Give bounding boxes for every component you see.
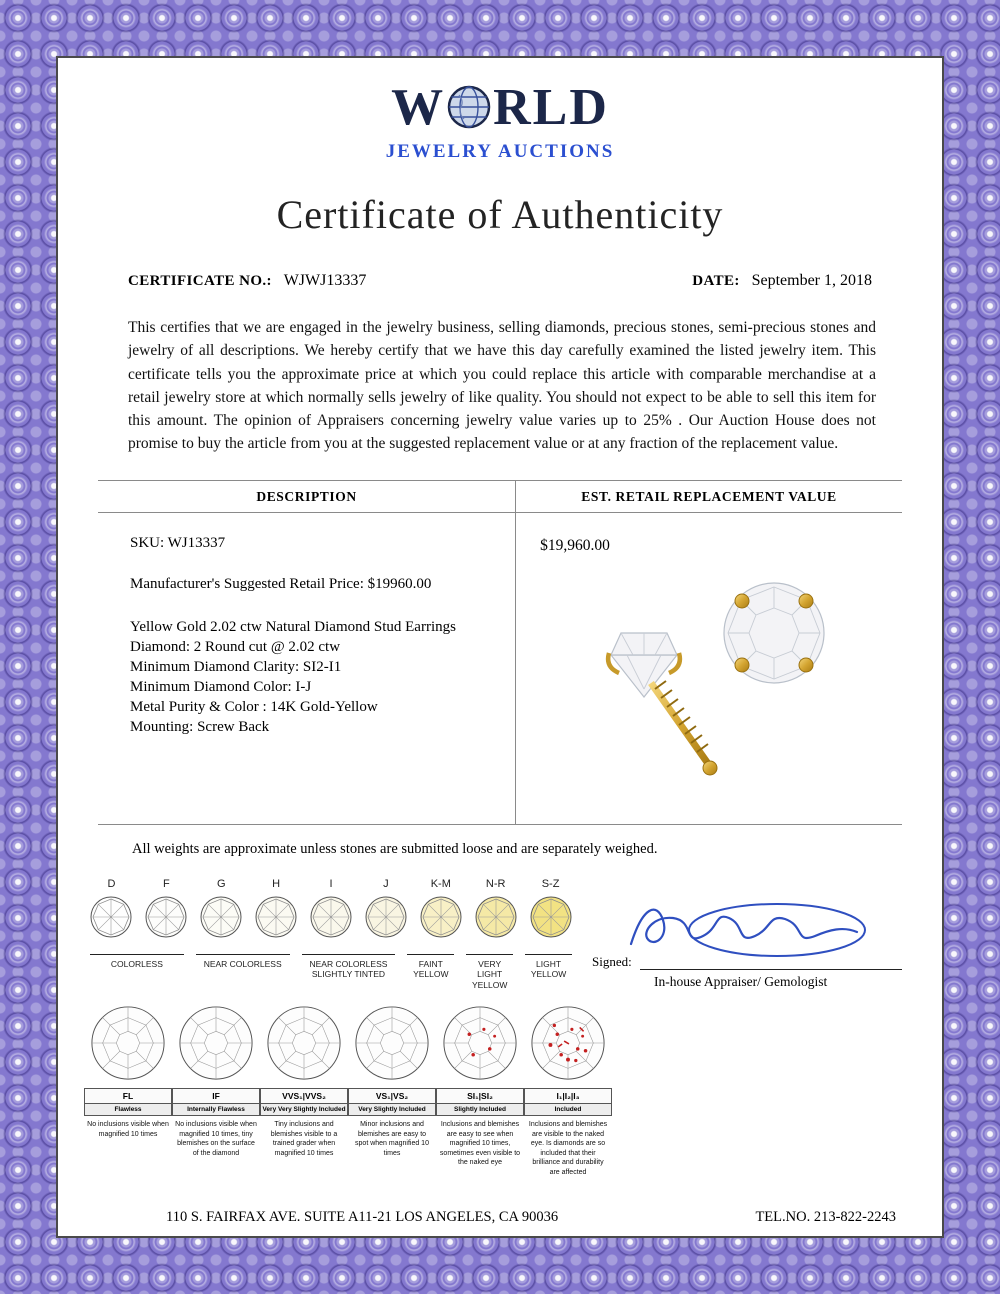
color-group [190, 954, 296, 991]
signature-line [640, 960, 902, 970]
description-line: Metal Purity & Color : 14K Gold-Yellow [130, 698, 378, 715]
diamond-clarity-icon [529, 1004, 607, 1082]
diamond-color-icon [419, 895, 463, 939]
color-grade-label: S-Z [541, 877, 560, 890]
footer-address: 110 S. FAIRFAX AVE. SUITE A11-21 LOS ANGELES, CA 90036 [166, 1209, 559, 1225]
color-group-row [84, 954, 578, 991]
clarity-name: Slightly Included [436, 1104, 524, 1116]
diamond-clarity-icon [265, 1004, 343, 1082]
description-line: Manufacturer's Suggested Retail Price: $19960.00 [130, 575, 432, 592]
logo-subtitle: JEWELRY AUCTIONS [385, 141, 615, 162]
diamond-clarity-icon [89, 1004, 167, 1082]
clarity-column [84, 1004, 172, 1181]
logo-letters-rld: RLD [493, 79, 609, 136]
color-grade-column [84, 878, 139, 944]
signature-block [592, 882, 902, 991]
color-group-label: LIGHT YELLOW [525, 954, 572, 980]
color-grade-row [84, 878, 578, 944]
signature-line-row [592, 954, 902, 970]
description-line: SKU: WJ13337 [130, 534, 226, 551]
logo-letter-w: W [391, 79, 446, 136]
diamond-clarity-icon [177, 1004, 255, 1082]
left-earring [608, 633, 717, 775]
right-earring [724, 583, 824, 683]
description-header: DESCRIPTION [98, 481, 515, 513]
signed-label: Signed: [592, 954, 632, 970]
globe-icon [447, 85, 491, 139]
logo-word [58, 79, 942, 139]
clarity-grade: I₁|I₂|I₃ [524, 1088, 612, 1104]
description-line: Diamond: 2 Round cut @ 2.02 ctw [130, 638, 341, 655]
footer [58, 1209, 942, 1236]
diamond-color-icon [474, 895, 518, 939]
date-label: DATE: [692, 273, 740, 289]
color-grade-column [249, 878, 304, 944]
charts-row [84, 878, 902, 991]
color-grade-column [468, 878, 523, 944]
earrings-image [559, 559, 859, 796]
clarity-grade: VS₁|VS₂ [348, 1088, 436, 1104]
clarity-grade: VVS₁|VVS₂ [260, 1088, 348, 1104]
description-column [98, 481, 516, 824]
diamond-clarity-icon [353, 1004, 431, 1082]
color-grade-label: K-M [430, 877, 451, 890]
certificate-number [128, 272, 366, 290]
footer-phone: TEL.NO. 213-822-2243 [755, 1209, 896, 1225]
color-grade-label: F [162, 877, 170, 890]
clarity-description: No inclusions visible when magnified 10 times [87, 1121, 169, 1138]
certification-text: This certifies that we are engaged in the jewelry business, selling diamonds, precious stones, semi-precious stones and jewelry of all descriptions. We hereby certify that we have this day carefully examined the listed jewelry item. This certificate tells you the approximate price at which you could replace this article with comparable merchandise at a retail jewelry store at which normally sells jewelry of like quality. You should not expect to be able to sell this item for this amount. The opinion of Appraisers concerning jewelry value varies up to 25% . Our Auction House does not promise to buy the article from you at the suggested replacement value or at any fraction of the replacement value. [128, 319, 876, 453]
diamond-color-icon [529, 895, 573, 939]
certificate-number-label: CERTIFICATE NO.: [128, 273, 272, 289]
value-column [516, 481, 902, 824]
clarity-name: Very Slightly Included [348, 1104, 436, 1116]
color-grade-column [304, 878, 359, 944]
color-group-label: NEAR COLORLESS SLIGHTLY TINTED [302, 954, 396, 980]
clarity-description: Tiny inclusions and blemishes visible to a trained grader when magnified 10 times [270, 1121, 338, 1157]
color-grade-label: I [329, 877, 333, 890]
color-group [460, 954, 519, 991]
color-grade-label: J [383, 877, 389, 890]
color-group [84, 954, 190, 991]
description-table [98, 480, 902, 825]
diamond-color-icon [309, 895, 353, 939]
color-grade-column [523, 878, 578, 944]
color-grade-column [194, 878, 249, 944]
color-group-label: FAINT YELLOW [407, 954, 454, 980]
color-grade-label: N-R [485, 877, 506, 890]
date-value: September 1, 2018 [751, 272, 872, 289]
color-group-label: NEAR COLORLESS [196, 954, 290, 970]
clarity-name: Included [524, 1104, 612, 1116]
clarity-description: Minor inclusions and blemishes are easy to spot when magnified 10 times [355, 1121, 429, 1157]
value-header: EST. RETAIL REPLACEMENT VALUE [516, 481, 902, 513]
description-line: Minimum Diamond Clarity: SI2-I1 [130, 658, 342, 675]
color-grade-column [413, 878, 468, 944]
color-group [519, 954, 578, 991]
diamond-clarity-chart [84, 1004, 612, 1181]
certificate-meta [128, 272, 872, 290]
color-grade-label: H [272, 877, 281, 890]
color-grade-column [139, 878, 194, 944]
color-group-label: VERY LIGHT YELLOW [466, 954, 513, 991]
certificate-title: Certificate of Authenticity [276, 192, 724, 237]
clarity-name: Flawless [84, 1104, 172, 1116]
diamond-clarity-icon [441, 1004, 519, 1082]
clarity-grade: SI₁|SI₂ [436, 1088, 524, 1104]
clarity-column [524, 1004, 612, 1181]
clarity-description: No inclusions visible when magnified 10 times, tiny blemishes on the surface of the diamond [175, 1121, 257, 1157]
clarity-name: Very Very Slightly Included [260, 1104, 348, 1116]
clarity-column [436, 1004, 524, 1181]
color-grade-column [358, 878, 413, 944]
color-group [401, 954, 460, 991]
world-logo [58, 79, 942, 163]
description-line: Minimum Diamond Color: I-J [130, 678, 312, 695]
description-line: Yellow Gold 2.02 ctw Natural Diamond Stud Earrings [130, 618, 456, 635]
clarity-name: Internally Flawless [172, 1104, 260, 1116]
clarity-column [260, 1004, 348, 1181]
color-group [296, 954, 402, 991]
clarity-grade: IF [172, 1088, 260, 1104]
diamond-color-icon [254, 895, 298, 939]
clarity-grade: FL [84, 1088, 172, 1104]
diamond-color-icon [89, 895, 133, 939]
diamond-color-icon [364, 895, 408, 939]
clarity-description: Inclusions and blemishes are easy to see when magnified 10 times, sometimes even visible to the naked eye [439, 1121, 521, 1167]
color-group-label: COLORLESS [90, 954, 184, 970]
color-grade-label: D [107, 877, 116, 890]
diamond-color-icon [199, 895, 243, 939]
clarity-description: Inclusions and blemishes are visible to the naked eye. Is diamonds are so included that their brilliance and durability are affected [528, 1121, 608, 1176]
color-grade-label: G [216, 877, 226, 890]
certificate-number-value: WJWJ13337 [283, 272, 367, 289]
clarity-column [172, 1004, 260, 1181]
certificate-date [692, 272, 872, 290]
weights-note: All weights are approximate unless stones are submitted loose and are separately weighed. [132, 840, 658, 857]
certificate [56, 56, 944, 1238]
diamond-color-chart [84, 878, 578, 991]
appraiser-role: In-house Appraiser/ Gemologist [654, 974, 828, 990]
diamond-color-icon [144, 895, 188, 939]
clarity-column [348, 1004, 436, 1181]
description-line: Mounting: Screw Back [130, 718, 270, 735]
description-lines [98, 513, 515, 749]
retail-value: $19,960.00 [540, 536, 610, 554]
